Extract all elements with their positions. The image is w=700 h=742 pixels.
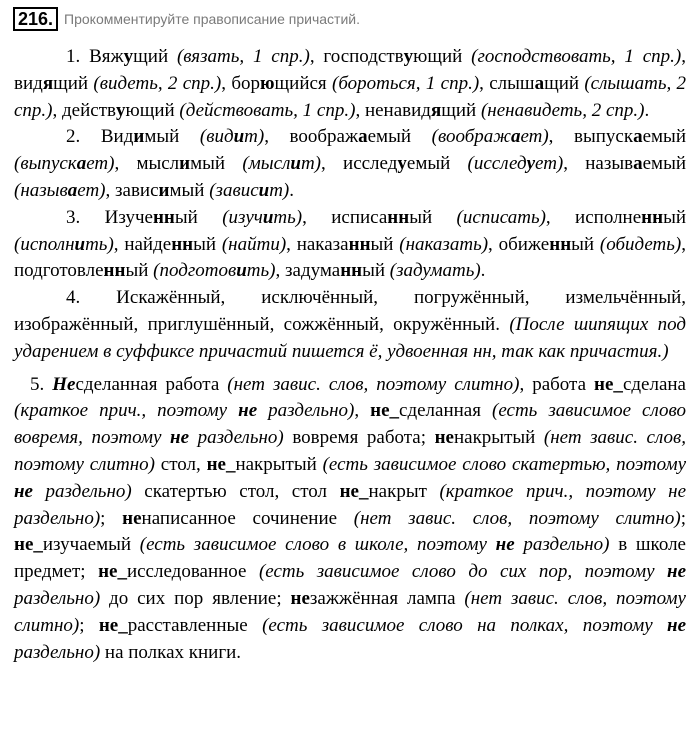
comment-text: у [526,153,536,175]
comment-text: а [510,126,521,148]
highlight-text: а [633,153,643,175]
highlight-text: нн [387,206,410,228]
text-run: 1. Вяж [66,46,124,67]
highlight-text: нн [340,260,363,282]
text-run: изучаемый [42,534,140,556]
text-run: накрытый [453,427,544,449]
text-run: ; [100,507,123,529]
comment-text: (господствовать, 1 спр.) [471,46,682,67]
comment-text: (нет завис. слов, поэтому слитно) [14,587,686,636]
text-run: в школе предмет; [14,534,686,583]
paragraph-2 [14,124,686,204]
comment-text: а [76,153,87,175]
comment-text: (назыв [14,179,68,201]
highlight-text: не_ [206,453,236,475]
text-run: , господств [309,46,404,67]
text-run: , [354,400,371,422]
text-run: до сих пор явление; [100,587,291,609]
text-run: мый [169,179,210,201]
comment-text: ть) [85,233,114,255]
text-run: щий [441,99,481,121]
text-run: скатертью стол, стол [131,480,340,502]
comment-text: а [67,179,78,201]
comment-text: т) [300,153,322,175]
highlight-text: у [403,46,414,67]
text-run: ; [79,614,99,636]
comment-text: (краткое прич., поэтому [14,400,239,422]
comment-text: ть) [273,206,303,228]
text-run: зажжённая лампа [309,587,465,609]
comment-text: (исписать) [456,206,546,228]
comment-text: (завис [209,179,259,201]
highlight-text: не [122,507,142,529]
comment-text: Не [52,373,76,395]
text-run: ый [370,233,400,255]
text-run: щий [53,72,94,94]
text-run: накрыт [368,480,440,502]
text-run: , обиже [488,233,550,255]
comment-text: и [236,260,247,282]
comment-text: (ненавидеть, 2 спр.) [480,99,645,121]
highlight-text: нн [641,206,664,228]
comment-text: не [667,561,686,583]
comment-text: (нет завис. слов, поэтому слитно) [353,507,681,529]
text-run: . [480,260,486,282]
text-run: щийся [274,72,332,94]
comment-text: (наказать) [399,233,489,255]
comment-text: раздельно) [189,427,284,449]
comment-text: (слышать, 2 спр.) [14,72,687,121]
comment-text: и [290,153,301,175]
text-run: , исписа [302,206,388,228]
comment-text: (есть зависимое слово вовремя, поэтому [14,400,686,449]
comment-text: (вязать, 1 спр.) [176,46,310,67]
highlight-text: а [358,126,368,148]
text-run: ющий [125,99,180,121]
comment-text: ет) [535,153,564,175]
comment-text: ет) [77,179,106,201]
comment-text: раздельно) [14,587,101,609]
comment-text: (найти) [221,233,287,255]
text-run: , работа [519,373,595,395]
text-run: , слыш [479,72,535,94]
text-run: , воображ [264,126,359,148]
exercise-number: 216. [13,7,58,31]
text-run: ющий [413,46,472,67]
highlight-text: я [42,72,54,94]
highlight-text: нн [152,206,175,228]
highlight-text: не_ [98,614,128,636]
highlight-text: нн [171,233,194,255]
text-run: , действ [52,99,116,121]
comment-text: (нет завис. слов, поэтому слитно) [227,373,520,395]
comment-text: не [495,534,515,556]
text-run: емый [642,153,686,175]
text-run: , бор [221,72,260,94]
text-run: накрытый [235,453,323,475]
comment-text: (После шипящих под ударением в суффиксе причастий пишется ё, удвоенная нн, так как причастия.) [14,313,686,362]
text-run: , ненавид [355,99,431,121]
text-run: , мысл [114,153,180,175]
comment-text: раздельно) [32,480,132,502]
text-run: емый [406,153,468,175]
highlight-text: и [133,126,145,148]
highlight-text: я [430,99,442,121]
text-run: , найде [113,233,172,255]
comment-text: (видеть, 2 спр.) [93,72,222,94]
comment-text: (изуч [222,206,263,228]
comment-text: (исслед [467,153,527,175]
highlight-text: у [123,46,134,67]
text-run: . [289,179,295,201]
highlight-text: не_ [594,373,623,395]
text-run: , исслед [321,153,398,175]
text-run: сделанная работа [75,373,228,395]
text-run: , завис [105,179,159,201]
paragraph-1 [14,44,686,124]
text-run: емый [367,126,432,148]
paragraph-3 [14,205,686,285]
text-run: сделанная [399,400,493,422]
comment-text: (есть зависимое слово скатертью, поэтому [322,453,686,475]
text-run: ый [409,206,457,228]
comment-text: т) [269,179,290,201]
text-run: , исполне [545,206,642,228]
text-run: вовремя работа; [283,427,435,449]
paragraph-4 [14,285,686,365]
text-run: ; [680,507,686,529]
text-run: мый [190,153,243,175]
comment-text: раздельно) [14,641,101,663]
highlight-text: нн [103,260,126,282]
text-run: 4. Искажённый, исключённый, погружённый, измельчённый, изображённый, приглушённый, сожжённый, окружённый. [14,287,686,335]
text-run: , вид [14,46,686,94]
exercise-header [13,7,360,31]
highlight-text: нн [348,233,371,255]
comment-text: (обидеть) [599,233,682,255]
text-run: 2. Вид [66,126,134,148]
highlight-text: не_ [339,480,369,502]
highlight-text: и [179,153,191,175]
highlight-text: не_ [14,534,43,556]
text-run: ый [193,233,222,255]
text-run: ый [125,260,154,282]
comment-text: ет) [520,126,549,148]
comment-text: (мысл [242,153,291,175]
text-run: 5. [30,373,53,395]
text-run: исследованное [126,561,259,583]
text-run: ый [362,260,390,282]
text-run: на полках книги. [100,641,242,663]
text-run: щий [133,46,177,67]
comment-text: (выпуск [14,153,77,175]
exercise-answer [14,44,686,666]
highlight-text: ю [260,72,275,94]
highlight-text: у [397,153,407,175]
highlight-text: не [290,587,310,609]
text-run: стол, [154,453,207,475]
text-run: ый [174,206,223,228]
comment-text: т) [244,126,265,148]
text-run: . [644,99,650,121]
comment-text: не [170,427,189,449]
highlight-text: у [116,99,126,121]
text-run: , выпуск [548,126,634,148]
text-run: , подготовле [14,233,686,282]
comment-text: и [258,179,270,201]
paragraph-5 [14,372,686,667]
comment-text: (есть зависимое слово в школе, поэтому [139,534,496,556]
comment-text: (вид [199,126,234,148]
text-run: , задума [275,260,341,282]
comment-text: и [74,233,86,255]
comment-text: (воображ [431,126,511,148]
comment-text: ть) [246,260,276,282]
comment-text: (есть зависимое слово на полках, поэтому [262,614,668,636]
text-run: щий [544,72,585,94]
text-run: написанное сочинение [141,507,354,529]
text-run: ый [663,206,687,228]
exercise-task: Прокомментируйте правописание причастий. [64,11,360,27]
text-run: , назыв [563,153,634,175]
highlight-text: и [158,179,170,201]
comment-text: (исполн [14,233,75,255]
comment-text: раздельно) [514,534,610,556]
highlight-text: не [434,427,454,449]
text-run: , наказа [286,233,349,255]
comment-text: (нет завис. слов, поэтому слитно) [14,427,686,475]
comment-text: не [667,614,687,636]
text-run: сделана [622,373,686,395]
highlight-text: а [534,72,545,94]
comment-text: и [233,126,245,148]
comment-text: ет) [86,153,115,175]
text-run: мый [144,126,200,148]
text-run: 3. Изуче [66,206,153,228]
text-run: расставленные [127,614,263,636]
comment-text: раздельно) [257,400,355,422]
comment-text: (задумать) [389,260,481,282]
text-run: емый [642,126,686,148]
comment-text: (действовать, 1 спр.) [179,99,356,121]
comment-text: (подготов [153,260,237,282]
comment-text: (бороться, 1 спр.) [332,72,480,94]
highlight-text: не_ [370,400,400,422]
comment-text: (есть зависимое слово до сих пор, поэтому [258,561,668,583]
highlight-text: не_ [98,561,127,583]
comment-text: не [14,480,33,502]
comment-text: не [238,400,258,422]
highlight-text: а [633,126,643,148]
text-run: ый [571,233,600,255]
highlight-text: нн [549,233,572,255]
comment-text: и [262,206,274,228]
comment-text: (краткое прич., поэтому не раздельно) [14,480,687,529]
